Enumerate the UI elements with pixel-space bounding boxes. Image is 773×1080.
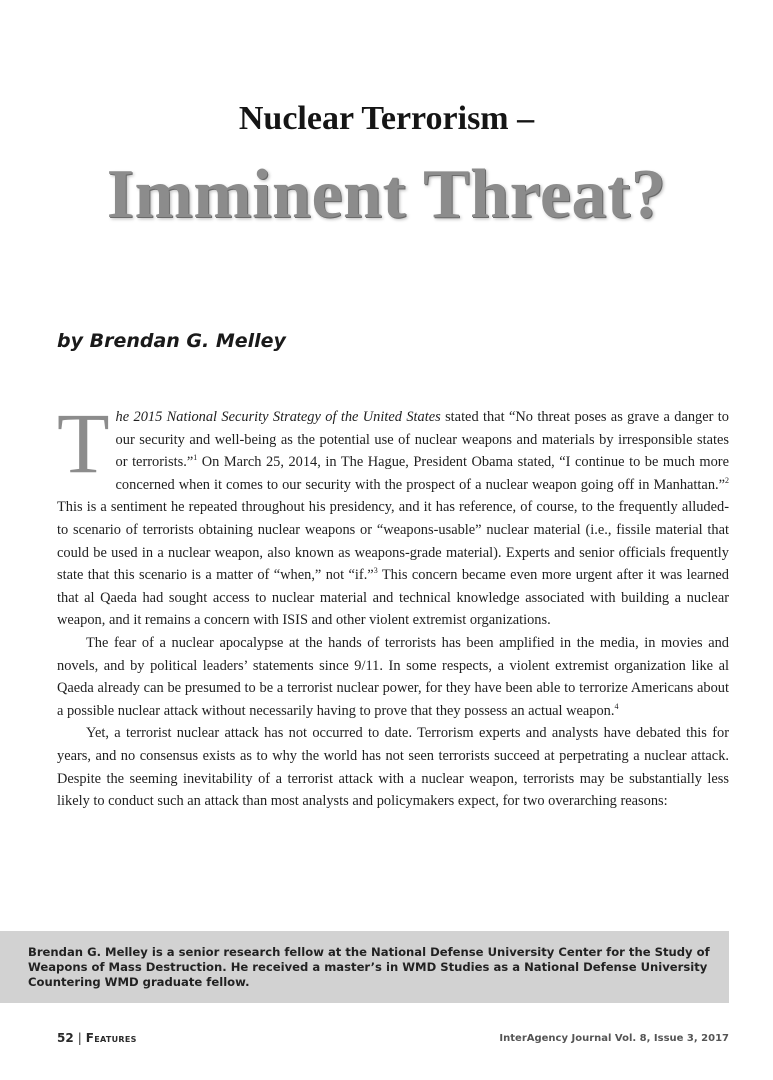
body-paragraph-2 bbox=[57, 632, 729, 722]
footnote-ref-4: 4 bbox=[614, 701, 619, 711]
footer-separator: | bbox=[77, 1031, 82, 1045]
body-text-segment: The fear of a nuclear apocalypse at the hands of terrorists has been amplified in the media, in movies and novels, and by political leaders’ statements since 9/11. In some respects, a violent extremist organization like al Qaeda already can be presumed to be a terrorist nuclear power, for they have been able to terrorize Americans about a possible nuclear attack without necessarily having to prove that they possess an actual weapon. bbox=[57, 634, 729, 719]
article-body bbox=[57, 395, 729, 813]
author-bio: Brendan G. Melley is a senior research fellow at the National Defense University Center for the Study of Weapons of Mass Destruction. He received a master’s in WMD Studies as a National Defense University Countering WMD graduate fellow. bbox=[28, 945, 710, 989]
body-text-segment: On March 25, 2014, in The Hague, President Obama stated, “I continue to be much more concerned when it comes to our security with the prospect of a nuclear weapon going off in Manhattan.” bbox=[115, 454, 729, 493]
publication-title: he 2015 National Security Strategy of the United States bbox=[115, 409, 441, 425]
body-paragraph-3: Yet, a terrorist nuclear attack has not occurred to date. Terrorism experts and analysts have debated this for years, and no consensus exists as to why the world has not seen terrorists succeed at perpetrating a nuclear attack. Despite the seeming inevitability of a terrorist attack with a nuclear weapon, terrorists may be substantially less likely to conduct such an attack than most analysts and policymakers expect, for two overarching reasons: bbox=[57, 725, 729, 810]
body-paragraph-1 bbox=[57, 395, 729, 632]
section-name: Features bbox=[85, 1031, 137, 1045]
journal-citation: InterAgency Journal Vol. 8, Issue 3, 2017 bbox=[499, 1033, 729, 1044]
article-title-line2: Imminent Threat? bbox=[106, 156, 667, 233]
footnote-ref-1: 1 bbox=[193, 453, 198, 463]
article-title-line1: Nuclear Terrorism – bbox=[238, 100, 535, 137]
body-text-segment: This is a sentiment he repeated throughout his presidency, and it has reference, of course, to the frequently alluded-to scenario of terrorists obtaining nuclear weapons or “weapons-usable” nuclear material (i.e., fissile material that could be used in a nuclear weapon, also known as weapons-grade material). Experts and senior officials frequently state that this scenario is a matter of “when,” not “if.” bbox=[57, 499, 729, 584]
drop-cap: T bbox=[57, 395, 110, 491]
footnote-ref-2: 2 bbox=[725, 475, 729, 485]
author-bio-box bbox=[0, 931, 729, 1003]
body-text-segment: This concern became even more urgent after it was learned that al Qaeda had sought access to nuclear material and technical knowledge associated with building a nuclear weapon, and it remains a concern with ISIS and other violent extremist organizations. bbox=[57, 567, 729, 629]
byline: by Brendan G. Melley bbox=[57, 330, 286, 352]
body-text-segment: stated that “No threat poses as grave a danger to our security and well-being as the potential use of nuclear weapons and materials by irresponsible states or terrorists.” bbox=[115, 409, 729, 471]
footnote-ref-3: 3 bbox=[373, 566, 378, 576]
page-number: 52 bbox=[57, 1031, 74, 1045]
page-footer-left bbox=[57, 1031, 137, 1045]
